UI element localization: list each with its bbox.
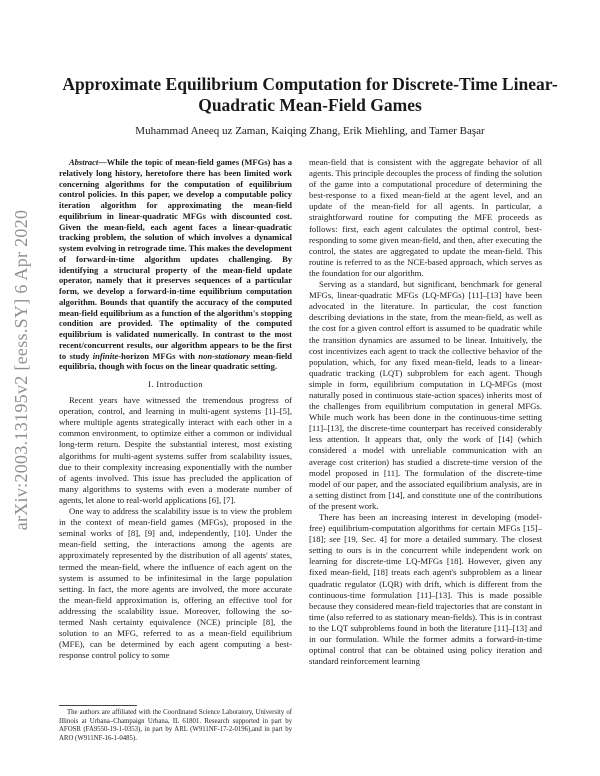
footnote: The authors are affiliated with the Coordinated Science Laboratory, University of Illinois at Urbana–Champaign Urbana, IL 61801. Research supported in part by AFOSR (FA9550-19-1-0353), in part by ARL (W911NF-17-2-0196),and in part by ARO (W911NF-16-1-0485). <box>59 709 292 742</box>
abstract-emphasis-2: non-stationary <box>198 350 250 361</box>
right-paragraph-2: Serving as a standard, but significant, benchmark for general MFGs, linear-quadratic MFGs (LQ-MFGs) [11]–[13] have been advocated in the literature. In particular, the cost function describing deviations in the state, from the mean-field, as well as the cost for a given control effort is assumed to be quadratic while the transition dynamics are assumed to be linear. Intuitively, the cost incentivizes each agent to track the collective behavior of the population, which, for any fixed mean-field, leads to a linear-quadratic tracking (LQT) subproblem for each agent. Though simple in form, equilibrium computation in LQ-MFGs (most naturally posed in continuous state-action spaces) inherits most of the challenges from equilibrium computation in general MFGs. While much work has been done in the continuous-time setting [11]–[13], the discrete-time counterpart has received considerably less attention. It appears that, only the work of [14] (which considered a model with unreliable communication with an average cost criterion) has studied a discrete-time version of the model proposed in [11]. The formulation of the discrete-time model of our paper, and the associated equilibrium analysis, are in a setting distinct from [14], and constitute one of the contributions of the present work. <box>309 279 542 511</box>
right-column <box>309 157 542 667</box>
abstract-lead: Abstract <box>69 157 99 167</box>
left-paragraph-1: Recent years have witnessed the tremendous progress of operation, control, and learning in multi-agent systems [1]–[5], where multiple agents strategically interact with each other in a common environment, to optimize either a common or individual long-term return. Despite the substantial interest, most existing algorithms for multi-agent systems suffer from scalability issues, due to their complexity increasing exponentially with the number of agents involved. This issue has precluded the application of many algorithms to systems with even a moderate number of agents, let alone to real-world applications [6], [7]. <box>59 395 292 505</box>
paper-authors: Muhammad Aneeq uz Zaman, Kaiqing Zhang, Erik Miehling, and Tamer Başar <box>135 125 485 137</box>
abstract-text-1: —While the topic of mean-field games (MFGs) has a relatively long history, heretofore there has been limited work concerning algorithms for the computation of equilibrium control policies. In this paper, we develop a computable policy iteration algorithm for approximating the mean-field equilibrium in linear-quadratic MFGs with discounted cost. Given the mean-field, each agent faces a linear-quadratic tracking problem, the solution of which involves a dynamical system evolving in retrograde time. This makes the development of forward-in-time algorithm updates challenging. By identifying a structural property of the mean-field update operator, namely that it preserves sequences of a particular form, we develop a forward-in-time equilibrium computation algorithm. Bounds that quantify the accuracy of the computed mean-field equilibrium as a function of the algorithm's stopping condition are provided. The optimality of the computed equilibrium is validated numerically. In contrast to the most recent/concurrent results, our algorithm appears to be the first to study <box>59 157 292 361</box>
abstract-text-2: -horizon MFGs with <box>118 350 199 361</box>
abstract-emphasis-1: infinite <box>92 350 119 361</box>
left-column <box>59 157 292 661</box>
arxiv-stamp: arXiv:2003.13195v2 [eess.SY] 6 Apr 2020 <box>11 209 31 531</box>
left-paragraph-2: One way to address the scalability issue is to view the problem in the context of mean-field games (MFGs), proposed in the seminal works of [8], [9] and, independently, [10]. Under the mean-field setting, the interactions among the agents are approximately represented by the distribution of all agents' states, termed the mean-field, where the influence of each agent on the system is assumed to be infinitesimal in the large population setting. In fact, the more agents are involved, the more accurate the mean-field approximation is, offering an effective tool for addressing the scalability issue. Moreover, following the so-termed Nash certainty equivalence (NCE) principle [8], the solution to an MFG, referred to as a mean-field equilibrium (MFE), can be determined by each agent computing a best-response control policy to some <box>59 506 292 661</box>
right-paragraph-1: mean-field that is consistent with the aggregate behavior of all agents. This principle decouples the process of finding the solution of the game into a computational procedure of determining the best-response to a fixed mean-field at the agent level, and an update of the mean-field for all agents. In particular, a straightforward routine for computing the MFE proceeds as follows: first, each agent calculates the optimal control, best-responding to some given mean-field, and then, after executing the control, the states are aggregated to update the mean-field. This routine is referred to as the NCE-based approach, which serves as the foundation for our algorithm. <box>309 157 542 278</box>
paper-title: Approximate Equilibrium Computation for Discrete-Time Linear-Quadratic Mean-Field Games <box>62 74 558 115</box>
abstract <box>59 157 292 372</box>
right-paragraph-3: There has been an increasing interest in developing (model-free) equilibrium-computation algorithms for certain MFGs [15]–[18]; see [19, Sec. 4] for more a detailed summary. The closest setting to ours is in the concurrent while independent work on learning for discrete-time LQ-MFGs [18]. However, given any fixed mean-field, [18] treats each agent's subproblem as a linear quadratic regulator (LQR) with drift, which is different from the continuous-time formulation [11]–[13]. This is made possible because they considered mean-field trajectories that are constant in time (also referred to as stationary mean-fields). This is in contrast to the LQT subproblems found in both the literature [11]–[13] and in our formulation. While the former admits a forward-in-time optimal control that can be obtained using policy iteration and standard reinforcement learning <box>309 512 543 667</box>
abstract-text-3: mean-field equilibria, though with focus on the linear quadratic setting. <box>59 350 292 372</box>
section-heading: I. Introduction <box>148 379 203 389</box>
footnote-divider <box>59 705 137 706</box>
